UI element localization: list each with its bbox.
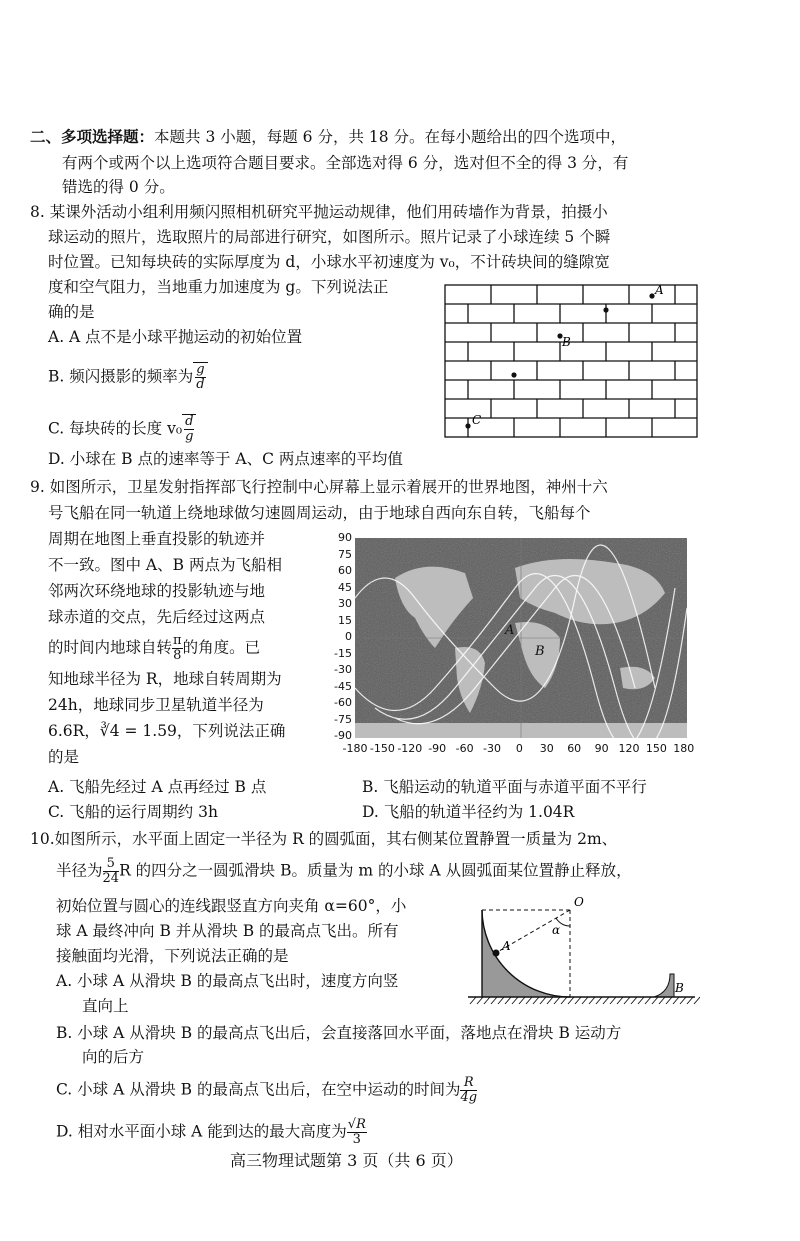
q10-option-a-2: 直向上 <box>82 997 129 1015</box>
page-footer: 高三物理试题第 3 页（共 6 页） <box>230 1151 463 1170</box>
map-x-tick: -60 <box>455 742 474 755</box>
q10-option-d-text: D. 相对水平面小球 A 能到达的最大高度为 <box>56 1122 347 1141</box>
ball-position-4 <box>511 372 516 377</box>
map-y-tick: 30 <box>338 597 352 610</box>
q9-option-b: B. 飞船运动的轨道平面与赤道平面不平行 <box>362 778 647 796</box>
q9-line7-text: 的时间内地球自转 <box>48 638 173 657</box>
map-y-tick: -45 <box>334 679 352 693</box>
q8-line2: 球运动的照片，选取照片的局部进行研究，如图所示。照片记录了小球连续 5 个瞬 <box>48 228 611 246</box>
map-y-tick: 45 <box>338 580 352 594</box>
hatch-mark <box>505 997 511 1004</box>
map-x-tick: 0 <box>515 742 523 755</box>
map-y-tick: -30 <box>334 663 352 676</box>
slider-b <box>654 974 674 997</box>
hatch-mark <box>666 997 672 1004</box>
map-y-tick: -90 <box>334 729 352 742</box>
q10-option-d-den: 3 <box>352 1132 361 1147</box>
q8-line4: 度和空气阻力，当地重力加速度为 g。下列说法正 <box>48 278 389 296</box>
label-c: C <box>472 413 482 427</box>
q9-line5: 邻两次环绕地球的投影轨迹与地 <box>48 582 266 600</box>
label-a: A <box>655 283 664 297</box>
q10-line3: 初始位置与圆心的连线跟竖直方向夹角 α=60°，小 <box>56 897 407 915</box>
q10-line4: 球 A 最终冲向 B 并从滑块 B 的最高点飞出。所有 <box>56 922 399 940</box>
hatch-mark <box>589 997 595 1004</box>
map-y-tick: -60 <box>334 696 352 709</box>
q9-option-c: C. 飞船的运行周期约 3h <box>48 803 218 821</box>
hatch-mark <box>624 997 630 1004</box>
arc-slider-figure <box>460 892 700 1012</box>
hatch-mark <box>694 997 700 1004</box>
hatch-mark <box>484 997 490 1004</box>
ball-a <box>493 950 500 957</box>
map-x-tick: 30 <box>539 742 554 755</box>
q10-option-d-frac <box>347 1118 367 1147</box>
q10-text: 如图所示，水平面上固定一半径为 R 的圆弧面，其右侧某位置静置一质量为 2m、 <box>54 830 618 848</box>
q10-line2-frac <box>103 857 120 886</box>
hatch-mark <box>610 997 616 1004</box>
map-x-tick: -120 <box>397 742 423 755</box>
map-x-tick: 90 <box>594 742 609 755</box>
hatch-mark <box>568 997 574 1004</box>
map-y-tick: -75 <box>334 712 352 726</box>
ground-hatching <box>470 997 700 1004</box>
q9-line7-den: 8 <box>173 648 182 663</box>
map-y-tick: 15 <box>338 613 352 627</box>
ball-position-2 <box>603 307 608 312</box>
q10-line5: 接触面均光滑，下列说法正确的是 <box>56 947 289 965</box>
q8-option-d: D. 小球在 B 点的速率等于 A、C 两点速率的平均值 <box>48 450 403 468</box>
world-map-figure <box>330 530 695 760</box>
section-intro: 本题共 3 小题，每题 6 分，共 18 分。在每小题给出的四个选项中， <box>154 128 627 146</box>
brick-grid <box>445 285 697 437</box>
q10-option-d <box>56 1118 367 1147</box>
map-label-a: A <box>505 623 515 638</box>
q9-line3: 周期在地图上垂直投影的轨迹并 <box>48 530 266 548</box>
hatch-mark <box>687 997 693 1004</box>
section-intro-3: 错选的得 0 分。 <box>62 178 175 196</box>
hatch-mark <box>596 997 602 1004</box>
q9-text: 如图所示，卫星发射指挥部飞行控制中心屏幕上显示着展开的世界地图，神州十六 <box>49 478 608 496</box>
map-y-tick: 60 <box>338 564 352 577</box>
hatch-mark <box>673 997 679 1004</box>
hatch-mark <box>477 997 483 1004</box>
world-map <box>355 538 687 738</box>
q8-text: 某课外活动小组利用频闪照相机研究平抛运动规律，他们用砖墙作为背景，拍摄小 <box>49 203 608 221</box>
q9-line10: 6.6R，∛4 = 1.59，下列说法正确 <box>48 722 286 740</box>
q10-option-c <box>56 1076 477 1105</box>
ball-position-c <box>465 423 470 428</box>
map-label-b: B <box>535 644 545 659</box>
hatch-mark <box>519 997 525 1004</box>
hatch-mark <box>540 997 546 1004</box>
q9-line1 <box>30 476 608 498</box>
brick-wall-figure <box>440 280 700 442</box>
q9-line2: 号飞船在同一轨道上绕地球做匀速圆周运动，由于地球自西向东自转，飞船每个 <box>48 504 591 522</box>
q8-option-a: A. A 点不是小球平抛运动的初始位置 <box>48 328 303 346</box>
hatch-mark <box>547 997 553 1004</box>
q10-option-c-frac <box>460 1076 477 1105</box>
q8-option-c-sqrt <box>182 414 196 444</box>
q8-option-b-frac <box>195 363 205 392</box>
q10-option-d-num: √R <box>347 1117 366 1132</box>
q8-number: 8. <box>30 203 45 221</box>
map-y-tick: 75 <box>338 547 352 561</box>
map-x-tick: -150 <box>369 742 395 755</box>
q9-line11: 的是 <box>48 748 80 766</box>
map-y-tick: -15 <box>334 646 352 660</box>
q8-option-c-frac <box>184 415 194 444</box>
q9-line4: 不一致。图中 A、B 两点为飞船相 <box>48 556 282 574</box>
map-x-tick: -30 <box>483 742 501 755</box>
map-x-tick: 60 <box>567 742 582 755</box>
q9-number: 9. <box>30 478 45 496</box>
q9-line9: 24h，地球同步卫星轨道半径为 <box>48 696 264 714</box>
map-x-tick: 120 <box>618 742 640 755</box>
q8-option-b-num: g <box>196 362 205 377</box>
q8-option-c <box>48 414 196 444</box>
hatch-mark <box>680 997 686 1004</box>
q8-option-b-den: d <box>196 377 205 392</box>
q10-line2-num: 5 <box>103 857 120 872</box>
label-ball-a: A <box>502 939 511 953</box>
q10-option-c-text: C. 小球 A 从滑块 B 的最高点飞出后，在空中运动的时间为 <box>56 1080 461 1099</box>
q8-option-b-text: B. 频闪摄影的频率为 <box>48 367 194 386</box>
q9-option-d: D. 飞船的轨道半径约为 1.04R <box>362 803 575 821</box>
q9-line7-post: 的角度。已 <box>182 638 261 657</box>
ball-position-a <box>649 293 654 298</box>
map-y-tick: 0 <box>345 630 352 643</box>
q10-option-b-1: B. 小球 A 从滑块 B 的最高点飞出后，会直接落回水平面，落地点在滑块 B 运动方 <box>56 1024 622 1042</box>
q9-line7-frac <box>172 634 183 663</box>
map-x-tick: 180 <box>673 742 695 755</box>
hatch-mark <box>554 997 560 1004</box>
q10-option-b-2: 向的后方 <box>82 1048 145 1066</box>
q10-number: 10. <box>30 830 55 848</box>
map-x-tick: -90 <box>428 742 447 755</box>
hatch-mark <box>498 997 504 1004</box>
hatch-mark <box>526 997 532 1004</box>
section-heading-line <box>30 126 626 148</box>
hatch-mark <box>603 997 609 1004</box>
q8-option-b <box>48 362 208 392</box>
label-b: B <box>562 335 571 349</box>
q9-option-a: A. 飞船先经过 A 点再经过 B 点 <box>48 778 267 796</box>
section-heading: 二、多项选择题： <box>30 127 155 146</box>
map-x-tick: 150 <box>645 742 667 755</box>
hatch-mark <box>582 997 588 1004</box>
hatch-mark <box>491 997 497 1004</box>
map-x-tick: -180 <box>342 742 368 755</box>
hatch-mark <box>659 997 665 1004</box>
q8-option-b-sqrt <box>193 362 207 392</box>
hatch-mark <box>561 997 567 1004</box>
q10-line2-den: 24 <box>102 871 120 886</box>
q8-line1 <box>30 201 608 223</box>
hatch-mark <box>575 997 581 1004</box>
label-slider-b: B <box>675 981 684 995</box>
hatch-mark <box>631 997 637 1004</box>
q10-line2-post: R 的四分之一圆弧滑块 B。质量为 m 的小球 A 从圆弧面某位置静止释放， <box>119 861 632 880</box>
q9-line8: 知地球半径为 R，地球自转周期为 <box>48 670 282 688</box>
q10-option-a-1: A. 小球 A 从滑块 B 的最高点飞出时，速度方向竖 <box>56 972 399 990</box>
hatch-mark <box>645 997 651 1004</box>
q8-option-c-den: g <box>185 429 194 444</box>
q8-option-c-num: d <box>185 414 194 429</box>
q8-line3: 时位置。已知每块砖的实际厚度为 d，小球水平初速度为 v₀，不计砖块间的缝隙宽 <box>48 253 610 271</box>
hatch-mark <box>470 997 476 1004</box>
label-alpha: α <box>552 923 561 937</box>
q10-option-c-den: 4g <box>460 1090 478 1105</box>
q9-line7 <box>48 634 260 663</box>
hatch-mark <box>638 997 644 1004</box>
hatch-mark <box>617 997 623 1004</box>
q10-line2 <box>56 857 632 886</box>
hatch-mark <box>533 997 539 1004</box>
label-o: O <box>574 895 584 909</box>
q9-line7-num: π <box>173 633 182 648</box>
q10-option-c-num: R <box>460 1076 477 1091</box>
hatch-mark <box>512 997 518 1004</box>
q9-line6: 球赤道的交点，先后经过这两点 <box>48 608 266 626</box>
q8-line5: 确的是 <box>48 303 95 321</box>
q10-line2-text: 半径为 <box>56 861 103 880</box>
q8-option-c-text: C. 每块砖的长度 v₀ <box>48 419 183 438</box>
hatch-mark <box>652 997 658 1004</box>
section-intro-2: 有两个或两个以上选项符合题目要求。全部选对得 6 分，选对但不全的得 3 分，有 <box>62 154 629 172</box>
q10-line1 <box>30 828 617 850</box>
map-y-tick: 90 <box>338 531 352 544</box>
